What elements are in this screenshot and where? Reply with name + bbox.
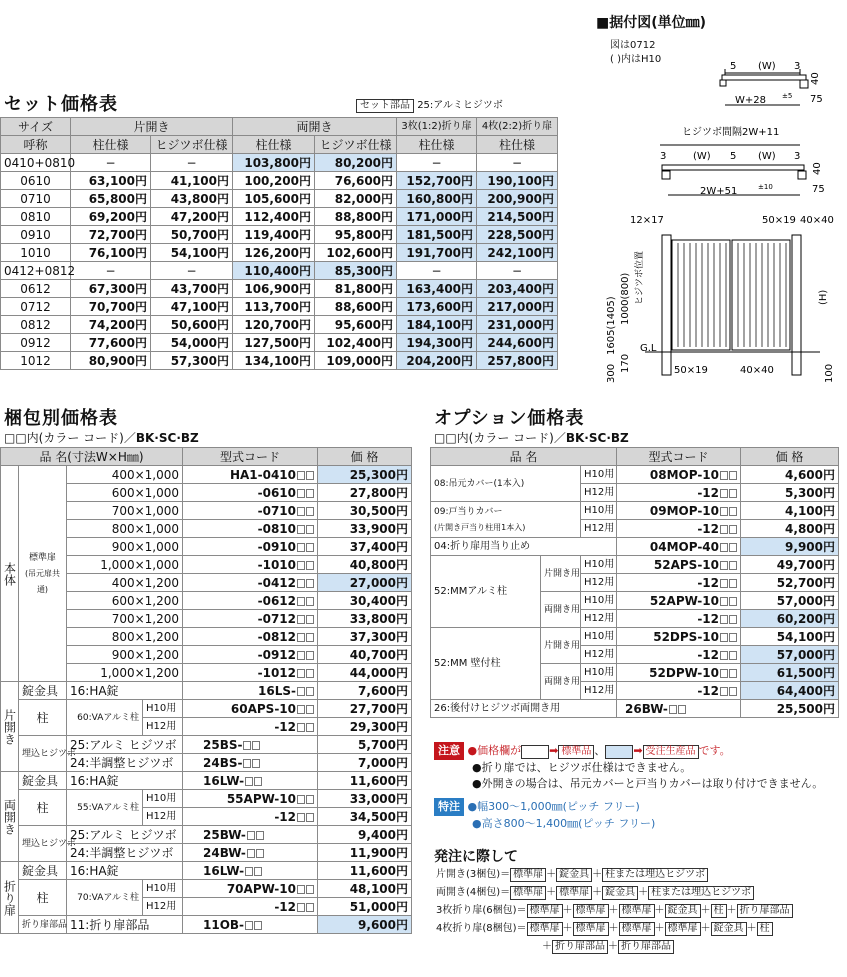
set-price-cell: 190,100円 <box>477 172 558 190</box>
order-part: 錠金具 <box>665 904 701 918</box>
set-price-cell: 126,200円 <box>233 244 315 262</box>
plus-sign: ＋ <box>542 941 552 952</box>
set-price-cell: 204,200円 <box>397 352 477 370</box>
order-part: 柱または埋込ヒジツボ <box>602 868 708 882</box>
order-part: 柱または埋込ヒジツボ <box>648 886 754 900</box>
h-kata: 片開き <box>71 118 233 136</box>
dim-3: 3 <box>794 61 801 72</box>
set-price-cell: 82,000円 <box>315 190 397 208</box>
dim-1605: 1605(1405) <box>606 296 617 355</box>
set-price-cell: 63,100円 <box>71 172 151 190</box>
set-price-cell: 152,700円 <box>397 172 477 190</box>
set-price-cell: 181,500円 <box>397 226 477 244</box>
chui-tag: 注意 <box>434 742 464 760</box>
opt-color: □□内(カラー コード)／BK·SC·BZ <box>434 431 629 445</box>
notes: 注意 ●価格欄が ➡ 標準品 、 ➡ 受注生産品 です。 ●折り扉では、ヒジツボ仕様はできません。 ●外開きの場合は、吊元カバーと戸当りカバーは取り付けできません。 特注 ●幅300～1,000㎜(ピッチ フリー) ●高さ800～1,400㎜(ピッチ フリー) <box>434 742 844 832</box>
opt-title: オプション価格表 <box>434 408 585 429</box>
order-lines <box>436 866 846 956</box>
pitch-label: ヒジツボ間隔2W+11 <box>682 127 780 138</box>
set-size-cell: 0710 <box>1 190 71 208</box>
pack-door-row: 700×1,000 -0710 30,500円 <box>1 502 412 520</box>
set-price-cell: 231,000円 <box>477 316 558 334</box>
install-note2: ( )内はH10 <box>610 54 662 65</box>
pack-kata-label: 片開き <box>1 682 19 772</box>
order-part: 標準扉 <box>527 904 563 918</box>
plus-sign: ＋ <box>726 905 737 916</box>
set-size-cell: 0910 <box>1 226 71 244</box>
dim-50x19: 50×19 <box>762 215 796 226</box>
order-part: 標準扉 <box>510 886 546 900</box>
pack-door-row: 800×1,200 -0812 37,300円 <box>1 628 412 646</box>
plus-sign: ＋ <box>608 923 619 934</box>
order-part: 柱 <box>757 922 773 936</box>
set-price-cell: 105,600円 <box>233 190 315 208</box>
set-price-cell: 54,100円 <box>151 244 233 262</box>
set-price-cell: 47,100円 <box>151 298 233 316</box>
h-name: 呼称 <box>1 136 71 154</box>
set-price-cell: 203,400円 <box>477 280 558 298</box>
pm10: ±10 <box>758 183 773 191</box>
set-size-cell: 0812 <box>1 316 71 334</box>
pack-door-row: 本体 標準扉 (吊元扉共通) 400×1,000 HA1-0410 25,300円 <box>1 466 412 484</box>
plus-sign: ＋ <box>562 905 573 916</box>
install-note1: 図は0712 <box>610 40 656 51</box>
set-price-cell: 76,100円 <box>71 244 151 262</box>
dim-75: 75 <box>810 94 823 105</box>
set-row <box>1 172 558 190</box>
set-price-cell: 67,300円 <box>71 280 151 298</box>
option-table: 品 名 型式コード 価 格 08:吊元カバー(1本入) H10用 08MOP-10 4,600円 H12用 -12 5,300円 09:戸当りカバー (片開き戸当り柱用1本入) H10用 09MOP-10 4,100円 H12用 -12 4,800円 04:折り扉用当り止め 04MOP-40 9,900円 52:MMアルミ柱 片開き用 H10用 52APS-10 49,700円 H12用 -12 52,700円 両開き用 H10用 52APW-10 57,000円 H12用 -12 60,200円 52:MM 壁付柱 片開き用 H10用 52DPS-10 54,100円 H12用 -12 57,000円 両開き用 H10用 52DPW-10 61,500円 H12用 -12 64,400円 26:後付けヒジツボ両開き用 26BW- 25,500円 <box>430 447 839 718</box>
gl-label: G.L <box>640 343 657 354</box>
set-price-cell: 85,300円 <box>315 262 397 280</box>
dim-w: (W) <box>758 61 776 72</box>
pm5: ±5 <box>782 92 793 100</box>
set-price-cell: − <box>151 262 233 280</box>
set-price-cell: 163,400円 <box>397 280 477 298</box>
set-price-cell: 106,900円 <box>233 280 315 298</box>
pack-ryo-label: 両開き <box>1 772 19 862</box>
set-price-cell: 113,700円 <box>233 298 315 316</box>
set-price-cell: − <box>477 154 558 172</box>
pack-door-row: 1,000×1,000 -1010 40,800円 <box>1 556 412 574</box>
plus-sign: ＋ <box>546 869 557 880</box>
set-price-cell: 242,100円 <box>477 244 558 262</box>
set-price-cell: − <box>71 154 151 172</box>
set-price-cell: 88,600円 <box>315 298 397 316</box>
pack-door-row: 700×1,200 -0712 33,800円 <box>1 610 412 628</box>
install-drawing <box>590 55 845 385</box>
set-price-cell: 191,700円 <box>397 244 477 262</box>
pack-door-row: 900×1,000 -0910 37,400円 <box>1 538 412 556</box>
set-price-cell: 43,800円 <box>151 190 233 208</box>
order-part: 標準扉 <box>619 904 655 918</box>
set-price-cell: 100,200円 <box>233 172 315 190</box>
set-price-cell: 244,600円 <box>477 334 558 352</box>
set-price-cell: − <box>397 154 477 172</box>
pack-door-row: 600×1,200 -0612 30,400円 <box>1 592 412 610</box>
pack-door-row: 800×1,000 -0810 33,900円 <box>1 520 412 538</box>
set-price-cell: 72,700円 <box>71 226 151 244</box>
plus-sign: ＋ <box>746 923 757 934</box>
plus-sign: ＋ <box>654 923 665 934</box>
plus-sign: ＋ <box>700 905 711 916</box>
set-price-cell: 127,500円 <box>233 334 315 352</box>
set-row <box>1 334 558 352</box>
h-ryo: 両開き <box>233 118 397 136</box>
set-price-cell: 112,400円 <box>233 208 315 226</box>
set-price-cell: − <box>71 262 151 280</box>
set-price-cell: 88,800円 <box>315 208 397 226</box>
set-row <box>1 316 558 334</box>
dim-2w51: 2W+51 <box>700 186 738 197</box>
install-title: ■据付図(単位㎜) <box>596 15 707 31</box>
order-part: 標準扉 <box>573 922 609 936</box>
set-row <box>1 190 558 208</box>
set-size-cell: 0712 <box>1 298 71 316</box>
set-size-cell: 0612 <box>1 280 71 298</box>
h-three: 3枚(1:2)折り扉 <box>397 118 477 136</box>
set-price-cell: 228,500円 <box>477 226 558 244</box>
order-label: 4枚折り扉(8梱包)＝ <box>436 923 527 934</box>
order-part: 錠金具 <box>556 868 592 882</box>
set-price-cell: 47,200円 <box>151 208 233 226</box>
set-price-cell: 65,800円 <box>71 190 151 208</box>
order-label: 片開き(3梱包)＝ <box>436 869 511 880</box>
dim-40b: 40 <box>812 162 823 175</box>
set-size-cell: 0610 <box>1 172 71 190</box>
dim-wb: (W) <box>758 151 776 162</box>
dim-5b: 5 <box>730 151 737 162</box>
order-part: 標準扉 <box>619 922 655 936</box>
plus-sign: ＋ <box>638 887 649 898</box>
set-parts <box>356 96 503 113</box>
order-label: 両開き(4梱包)＝ <box>436 887 511 898</box>
set-row <box>1 226 558 244</box>
pack-color: □□内(カラー コード)／BK·SC·BZ <box>4 431 199 445</box>
set-size-cell: 0912 <box>1 334 71 352</box>
dim-100: 100 <box>824 363 835 383</box>
order-part: 錠金具 <box>602 886 638 900</box>
set-price-cell: 69,200円 <box>71 208 151 226</box>
dim-1000: 1000(800) <box>620 272 631 325</box>
h-size: サイズ <box>1 118 71 136</box>
set-price-cell: 102,600円 <box>315 244 397 262</box>
set-price-cell: 76,600円 <box>315 172 397 190</box>
set-price-cell: 109,000円 <box>315 352 397 370</box>
set-row <box>1 208 558 226</box>
set-price-cell: 217,000円 <box>477 298 558 316</box>
order-part: 標準扉 <box>556 886 592 900</box>
dim-wa: (W) <box>693 151 711 162</box>
set-price-cell: 50,600円 <box>151 316 233 334</box>
set-price-cell: 80,900円 <box>71 352 151 370</box>
set-size-cell: 1012 <box>1 352 71 370</box>
set-price-cell: 214,500円 <box>477 208 558 226</box>
set-row <box>1 262 558 280</box>
set-price-cell: 119,400円 <box>233 226 315 244</box>
pack-body-label: 本体 <box>1 466 19 682</box>
plus-sign: ＋ <box>700 923 711 934</box>
set-price-cell: 41,100円 <box>151 172 233 190</box>
set-size-cell: 0412+0812 <box>1 262 71 280</box>
plus-sign: ＋ <box>546 887 557 898</box>
dim-3c: 3 <box>794 151 801 162</box>
set-price-cell: 194,300円 <box>397 334 477 352</box>
pack-title: 梱包別価格表 <box>4 408 118 429</box>
order-label: 3枚折り扉(6梱包)＝ <box>436 905 527 916</box>
plus-sign: ＋ <box>608 905 619 916</box>
order-part: 柱 <box>711 904 727 918</box>
plus-sign: ＋ <box>592 887 603 898</box>
dim-40: 40 <box>810 72 821 85</box>
pack-door-row: 1,000×1,200 -1012 44,000円 <box>1 664 412 682</box>
dim-h: (H) <box>818 289 829 305</box>
set-row <box>1 298 558 316</box>
pack-price-table: 品 名(寸法W×H㎜) 型式コード 価 格 本体 標準扉 (吊元扉共通) 400×1,000 HA1-0410 25,300円 600×1,000 -0610 27,800円 700×1,000 -0710 30,500円 800×1,000 -0810 33,900円 900×1,000 -0910 37,400円 1,000×1,000 -1010 40,800円 400×1,200 -0412 27,000円 600×1,200 -0612 30,400円 700×1,200 -0712 33,800円 800×1,200 -0812 37,300円 900×1,200 -0912 40,700円 1,000×1,200 -1012 44,000円 片開き 錠金具 16:HA錠 16LS- 7,600円 柱 60:VAアルミ柱 H10用 60APS-10 27,700円 H12用 -12 29,300円 埋込ヒジツボ 25:アルミ ヒジツボ 25BS- 5,700円 24:半調整ヒジツボ 24BS- 7,000円 両開き 錠金具 16:HA錠 16LW- 11,600円 柱 55:VAアルミ柱 H10用 55APW-10 33,000円 H12用 -12 34,500円 埋込ヒジツボ 25:アルミ ヒジツボ 25BW- 9,400円 24:半調整ヒジツボ 24BW- 11,900円 折り扉 錠金具 16:HA錠 16LW- 11,600円 柱 70:VAアルミ柱 H10用 70APW-10 48,100円 H12用 -12 51,000円 折り扉部品 11:折り扉部品 11OB- 9,600円 <box>0 447 412 934</box>
order-part: 標準扉 <box>665 922 701 936</box>
set-price-cell: 184,100円 <box>397 316 477 334</box>
dim-50x19b: 50×19 <box>674 365 708 376</box>
set-price-cell: 103,800円 <box>233 154 315 172</box>
set-price-cell: 80,200円 <box>315 154 397 172</box>
dim-5: 5 <box>730 61 737 72</box>
set-price-cell: 77,600円 <box>71 334 151 352</box>
set-price-cell: 102,400円 <box>315 334 397 352</box>
set-price-cell: 95,800円 <box>315 226 397 244</box>
set-size-cell: 0410+0810 <box>1 154 71 172</box>
set-price-cell: − <box>477 262 558 280</box>
dim-12x17: 12×17 <box>630 215 664 226</box>
set-price-cell: 171,000円 <box>397 208 477 226</box>
set-price-cell: − <box>397 262 477 280</box>
set-size-cell: 0810 <box>1 208 71 226</box>
order-part: 折り扉部品 <box>618 940 674 954</box>
set-row <box>1 244 558 262</box>
set-price-cell: 160,800円 <box>397 190 477 208</box>
pack-ori-label: 折り扉 <box>1 862 19 934</box>
set-title: セット価格表 <box>4 94 118 115</box>
plus-sign: ＋ <box>654 905 665 916</box>
order-part: 標準扉 <box>510 868 546 882</box>
set-price-cell: 200,900円 <box>477 190 558 208</box>
set-price-cell: 173,600円 <box>397 298 477 316</box>
dim-75b: 75 <box>812 184 825 195</box>
pack-door-row: 900×1,200 -0912 40,700円 <box>1 646 412 664</box>
plus-sign: ＋ <box>592 869 603 880</box>
order-part: 錠金具 <box>711 922 747 936</box>
order-part: 標準扉 <box>527 922 563 936</box>
order-part: 標準扉 <box>573 904 609 918</box>
dim-40x40: 40×40 <box>800 215 834 226</box>
set-price-cell: 54,000円 <box>151 334 233 352</box>
set-price-cell: 70,700円 <box>71 298 151 316</box>
h-four: 4枚(2:2)折り扉 <box>477 118 558 136</box>
pack-door-row: 400×1,200 -0412 27,000円 <box>1 574 412 592</box>
order-part: 折り扉部品 <box>737 904 793 918</box>
dim-170: 170 <box>620 353 631 373</box>
set-parts-badge: セット部品 <box>356 99 414 113</box>
hijitsubo-pos: ヒジツボ位置 <box>635 250 645 305</box>
set-price-cell: 120,700円 <box>233 316 315 334</box>
set-price-cell: 95,600円 <box>315 316 397 334</box>
set-row <box>1 352 558 370</box>
set-price-cell: 57,300円 <box>151 352 233 370</box>
tokuchu-tag: 特注 <box>434 798 464 816</box>
plus-sign: ＋ <box>608 941 618 952</box>
order-title: 発注に際して <box>434 849 518 865</box>
set-price-cell: 257,800円 <box>477 352 558 370</box>
set-row <box>1 280 558 298</box>
plus-sign: ＋ <box>562 923 573 934</box>
dim-3b: 3 <box>660 151 667 162</box>
set-size-cell: 1010 <box>1 244 71 262</box>
set-price-cell: 43,700円 <box>151 280 233 298</box>
dim-40x40b: 40×40 <box>740 365 774 376</box>
set-price-cell: − <box>151 154 233 172</box>
set-price-cell: 134,100円 <box>233 352 315 370</box>
set-price-cell: 50,700円 <box>151 226 233 244</box>
dim-w28: W+28 <box>735 95 766 106</box>
order-part: 折り扉部品 <box>552 940 608 954</box>
set-price-cell: 110,400円 <box>233 262 315 280</box>
set-price-table: サイズ 片開き 両開き 3枚(1:2)折り扉 4枚(2:2)折り扉 呼称 柱仕様 ヒジツボ仕様 柱仕様 ヒジツボ仕様 柱仕様 柱仕様 0410+0810 − − 103,800円 80,200円 − − 0610 63,100円 41,100円 100,200円 76,600円 152,700円 190,100円 0710 65,800円 43,800円 105,600円 82,000円 160,800円 200,900円 0810 69,200円 47,200円 112,400円 88,800円 171,000円 214,500円 0910 72,700円 50,700円 119,400円 95,800円 181,500円 228,500円 1010 76,100円 54,100円 126,200円 102,600円 191,700円 242,100円 0412+0812 − − 110,400円 85,300円 − − 0612 67,300円 43,700円 106,900円 81,800円 163,400円 203,400円 0712 70,700円 47,100円 113,700円 88,600円 173,600円 217,000円 0812 74,200円 50,600円 120,700円 95,600円 184,100円 231,000円 0912 77,600円 54,000円 127,500円 102,400円 194,300円 244,600円 1012 80,900円 57,300円 134,100円 109,000円 204,200円 257,800円 <box>0 117 558 370</box>
set-row <box>1 154 558 172</box>
set-price-cell: 81,800円 <box>315 280 397 298</box>
set-price-cell: 74,200円 <box>71 316 151 334</box>
dim-300: 300 <box>606 363 617 383</box>
pack-door-row: 600×1,000 -0610 27,800円 <box>1 484 412 502</box>
set-parts-text: 25:アルミヒジツボ <box>417 100 503 111</box>
